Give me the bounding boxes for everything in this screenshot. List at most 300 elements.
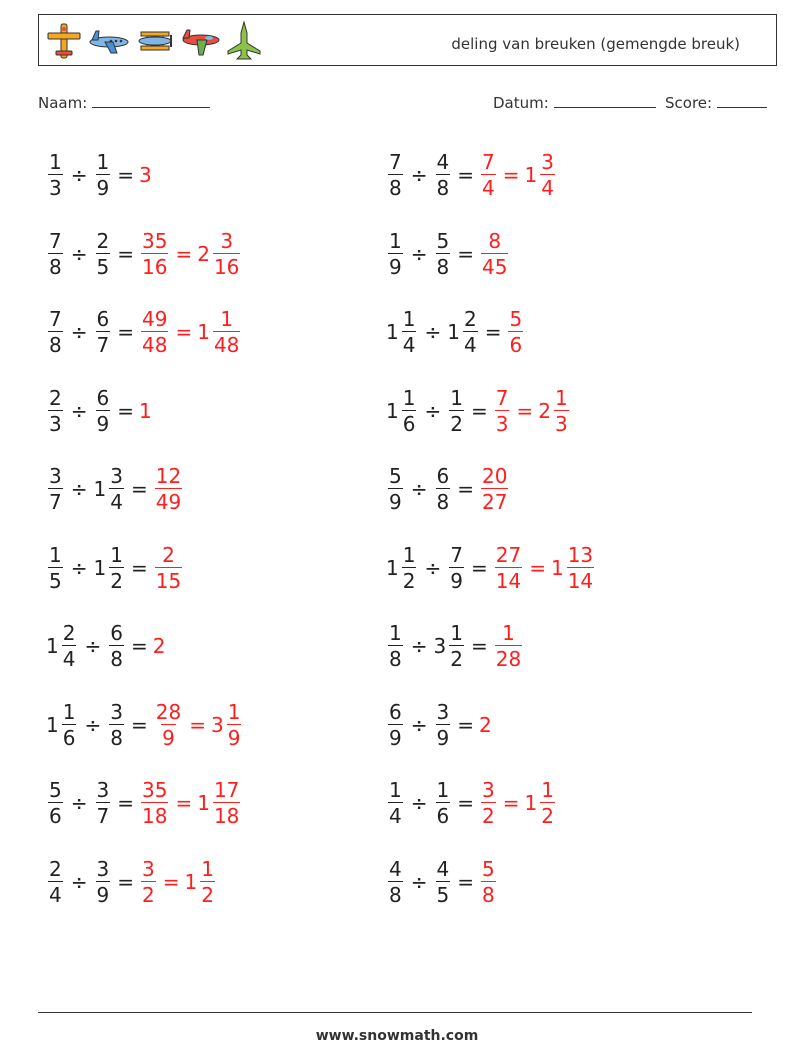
header-box bbox=[38, 14, 777, 66]
answer-term bbox=[493, 385, 512, 436]
divisor bbox=[94, 856, 113, 907]
answer-term-numerator: 1 bbox=[201, 856, 214, 881]
answer-term-whole: 1 bbox=[184, 869, 198, 894]
answer-term-numerator: 3 bbox=[482, 778, 495, 802]
dividend bbox=[46, 466, 65, 512]
answer-term bbox=[538, 385, 570, 436]
answer-term-denominator: 15 bbox=[155, 568, 182, 593]
answer bbox=[153, 699, 244, 750]
answer-term-denominator: 14 bbox=[495, 568, 522, 593]
dividend-denominator: 8 bbox=[389, 176, 402, 200]
divisor-fraction bbox=[96, 780, 111, 826]
answer bbox=[139, 399, 153, 423]
dividend-numerator: 2 bbox=[49, 856, 62, 881]
answer-term-numerator: 7 bbox=[495, 385, 509, 410]
answer-term-denominator: 16 bbox=[142, 254, 168, 279]
dividend-numerator: 2 bbox=[49, 385, 62, 410]
answer-equals-sign: = bbox=[162, 869, 180, 894]
answer bbox=[479, 152, 557, 198]
answer-equals-sign: = bbox=[175, 320, 193, 344]
answer-term-numerator: 28 bbox=[155, 699, 182, 724]
answer-term bbox=[550, 542, 596, 593]
problem-item bbox=[386, 381, 571, 441]
answer-equals-sign: = bbox=[175, 241, 193, 266]
divisor bbox=[94, 385, 113, 436]
answer-term-numerator: 3 bbox=[220, 228, 234, 253]
header-icons bbox=[45, 21, 261, 61]
divisor-denominator: 9 bbox=[96, 882, 110, 907]
answer-term-numerator: 35 bbox=[142, 778, 168, 802]
problem-item bbox=[46, 773, 242, 833]
dividend-fraction bbox=[62, 699, 77, 750]
answer-term bbox=[139, 309, 170, 355]
divisor-denominator: 7 bbox=[96, 333, 110, 357]
dividend-numerator: 2 bbox=[62, 621, 76, 645]
divisor-fraction bbox=[436, 466, 451, 512]
divisor-fraction bbox=[449, 385, 464, 436]
answer-term-fraction bbox=[213, 228, 240, 279]
answer-term bbox=[493, 623, 524, 669]
divisor-fraction bbox=[436, 856, 451, 907]
answer-term-denominator: 49 bbox=[155, 490, 182, 514]
dividend-numerator: 7 bbox=[49, 228, 62, 253]
answer-term bbox=[479, 152, 498, 198]
answer-term-fraction bbox=[141, 228, 168, 279]
answer-term bbox=[479, 856, 498, 907]
answer bbox=[479, 780, 557, 826]
dividend-numerator: 3 bbox=[49, 464, 62, 488]
answer-term bbox=[479, 228, 510, 279]
dividend-numerator: 1 bbox=[49, 542, 62, 567]
dividend-fraction bbox=[48, 466, 63, 512]
answer-term-denominator: 2 bbox=[201, 882, 214, 907]
dividend-fraction bbox=[402, 542, 417, 593]
divisor-numerator: 3 bbox=[96, 856, 110, 881]
divisor bbox=[94, 780, 113, 826]
problem-item bbox=[386, 773, 557, 833]
divide-sign: ÷ bbox=[424, 555, 442, 580]
answer-term-denominator: 27 bbox=[482, 490, 508, 514]
divisor bbox=[94, 228, 113, 279]
divisor-numerator: 6 bbox=[96, 307, 110, 331]
equals-sign: = bbox=[117, 398, 134, 423]
red-plane-icon bbox=[179, 22, 223, 60]
orange-plane-icon bbox=[45, 22, 83, 60]
answer bbox=[153, 466, 184, 512]
dividend-fraction bbox=[402, 309, 417, 355]
divide-sign: ÷ bbox=[410, 163, 428, 187]
answer-equals-sign: = bbox=[189, 712, 206, 737]
dividend-fraction bbox=[388, 780, 403, 826]
dividend bbox=[386, 780, 405, 826]
answer-term-numerator: 1 bbox=[554, 385, 568, 410]
equals-sign: = bbox=[457, 791, 474, 815]
answer-term-whole: 1 bbox=[139, 398, 152, 423]
divide-sign: ÷ bbox=[410, 477, 428, 501]
answer-term-numerator: 27 bbox=[495, 542, 522, 567]
answer-term bbox=[493, 542, 524, 593]
answer-term-fraction bbox=[200, 856, 215, 907]
dividend-denominator: 3 bbox=[49, 411, 62, 436]
divisor-fraction bbox=[96, 856, 111, 907]
equals-sign: = bbox=[117, 791, 134, 815]
divide-sign: ÷ bbox=[84, 634, 102, 658]
divisor-numerator: 3 bbox=[110, 464, 123, 488]
footer-url: www.snowmath.com bbox=[315, 1028, 479, 1044]
divisor-denominator: 4 bbox=[463, 333, 477, 357]
answer bbox=[479, 856, 498, 907]
divisor-whole: 3 bbox=[433, 634, 447, 658]
score-label: Score: bbox=[665, 94, 713, 112]
equals-sign: = bbox=[117, 320, 134, 344]
dividend-fraction bbox=[402, 385, 417, 436]
answer-term-denominator: 2 bbox=[541, 804, 554, 828]
answer-term-fraction bbox=[495, 385, 510, 436]
answer-term bbox=[139, 163, 153, 187]
divisor-numerator: 3 bbox=[436, 699, 450, 724]
answer-equals-sign: = bbox=[529, 555, 546, 580]
divisor-fraction bbox=[436, 780, 451, 826]
answer-term-denominator: 28 bbox=[495, 647, 522, 671]
divisor bbox=[434, 623, 466, 669]
divide-sign: ÷ bbox=[70, 320, 88, 344]
answer-term bbox=[197, 780, 242, 826]
answer-term-fraction bbox=[155, 699, 182, 750]
answer-term-fraction bbox=[567, 542, 594, 593]
answer-term-whole: 1 bbox=[197, 791, 210, 815]
divide-sign: ÷ bbox=[410, 791, 428, 815]
problem-item bbox=[386, 852, 498, 912]
dividend-fraction bbox=[388, 856, 403, 907]
problem-item bbox=[46, 852, 217, 912]
dividend bbox=[386, 623, 405, 669]
dividend bbox=[46, 856, 65, 907]
divisor-numerator: 2 bbox=[463, 307, 477, 331]
dividend-fraction bbox=[388, 623, 403, 669]
divisor-denominator: 2 bbox=[110, 568, 123, 593]
answer-term bbox=[139, 228, 170, 279]
answer-term-whole: 1 bbox=[197, 320, 210, 344]
dividend-denominator: 4 bbox=[62, 647, 76, 671]
divide-sign: ÷ bbox=[410, 634, 428, 658]
footer-divider bbox=[38, 1012, 752, 1013]
dividend-numerator: 1 bbox=[402, 385, 416, 410]
problem-item bbox=[386, 302, 525, 362]
answer-term-numerator: 5 bbox=[482, 856, 495, 881]
date-label: Datum: bbox=[493, 94, 549, 112]
dividend bbox=[386, 309, 418, 355]
problem-item bbox=[46, 145, 153, 205]
dividend-fraction bbox=[48, 228, 63, 279]
divisor-fraction bbox=[109, 623, 124, 669]
answer-term bbox=[525, 780, 557, 826]
green-jet-icon bbox=[227, 21, 261, 61]
divisor bbox=[94, 152, 113, 198]
answer-term-denominator: 6 bbox=[509, 333, 523, 357]
name-field bbox=[38, 93, 210, 112]
answer-term-numerator: 49 bbox=[142, 307, 168, 331]
divisor-fraction bbox=[436, 152, 451, 198]
answer-term-whole: 2 bbox=[152, 634, 166, 658]
answer-term-fraction bbox=[508, 309, 523, 355]
dividend bbox=[46, 152, 65, 198]
divisor-fraction bbox=[96, 152, 111, 198]
answer-term-whole: 1 bbox=[524, 791, 538, 815]
divisor-numerator: 7 bbox=[450, 542, 463, 567]
answer-term bbox=[479, 466, 510, 512]
problem-item bbox=[46, 695, 243, 755]
divisor-numerator: 2 bbox=[96, 228, 110, 253]
dividend bbox=[46, 780, 65, 826]
divisor-numerator: 6 bbox=[110, 621, 123, 645]
answer-term-whole: 1 bbox=[524, 163, 538, 187]
answer bbox=[506, 309, 525, 355]
equals-sign: = bbox=[457, 477, 474, 501]
dividend-whole: 1 bbox=[386, 320, 399, 344]
problem-item bbox=[386, 695, 493, 755]
divisor bbox=[94, 466, 126, 512]
divide-sign: ÷ bbox=[70, 555, 88, 580]
answer-term-whole: 2 bbox=[197, 241, 210, 266]
divisor-fraction bbox=[96, 385, 111, 436]
dividend-whole: 1 bbox=[386, 398, 399, 423]
dividend-denominator: 5 bbox=[49, 568, 62, 593]
dividend-denominator: 4 bbox=[402, 333, 416, 357]
divisor bbox=[434, 856, 453, 907]
answer-term-numerator: 13 bbox=[567, 542, 594, 567]
dividend-whole: 1 bbox=[46, 634, 59, 658]
answer bbox=[153, 542, 184, 593]
problem-item bbox=[386, 538, 596, 598]
divisor-fraction bbox=[96, 228, 111, 279]
answer-term-numerator: 7 bbox=[482, 150, 495, 174]
divisor-denominator: 7 bbox=[96, 804, 110, 828]
dividend-denominator: 6 bbox=[62, 725, 76, 750]
equals-sign: = bbox=[457, 241, 474, 266]
date-field bbox=[493, 93, 656, 112]
dividend bbox=[46, 542, 65, 593]
dividend-denominator: 9 bbox=[389, 254, 402, 279]
dividend bbox=[46, 228, 65, 279]
answer-term-fraction bbox=[227, 699, 242, 750]
answer-term-denominator: 14 bbox=[567, 568, 594, 593]
dividend-denominator: 8 bbox=[389, 882, 402, 907]
divisor bbox=[107, 623, 126, 669]
answer bbox=[139, 309, 242, 355]
dividend-fraction bbox=[48, 152, 63, 198]
divisor-fraction bbox=[463, 309, 478, 355]
answer-term-fraction bbox=[540, 152, 555, 198]
answer-term-denominator: 45 bbox=[482, 254, 508, 279]
answer-term-denominator: 8 bbox=[482, 882, 495, 907]
answer-term bbox=[197, 228, 242, 279]
dividend-fraction bbox=[388, 152, 403, 198]
dividend-numerator: 1 bbox=[62, 699, 76, 724]
answer-term-fraction bbox=[141, 309, 168, 355]
answer-term-numerator: 35 bbox=[142, 228, 168, 253]
answer-term bbox=[153, 699, 184, 750]
divisor-denominator: 5 bbox=[436, 882, 450, 907]
dividend-numerator: 1 bbox=[389, 778, 402, 802]
answer-term bbox=[153, 634, 167, 658]
dividend-denominator: 8 bbox=[49, 333, 62, 357]
equals-sign: = bbox=[470, 634, 488, 658]
divisor-denominator: 9 bbox=[96, 411, 110, 436]
divisor-whole: 1 bbox=[93, 555, 107, 580]
answer bbox=[139, 163, 153, 187]
answer-term-fraction bbox=[481, 152, 496, 198]
answer-term-whole: 3 bbox=[139, 163, 152, 187]
divisor-denominator: 8 bbox=[436, 490, 450, 514]
divisor-fraction bbox=[449, 542, 464, 593]
dividend-fraction bbox=[48, 856, 63, 907]
answer-term-numerator: 8 bbox=[488, 228, 502, 253]
answer-term bbox=[139, 399, 153, 423]
answer bbox=[493, 623, 524, 669]
dividend bbox=[386, 466, 405, 512]
problem-item bbox=[46, 224, 242, 284]
equals-sign: = bbox=[130, 712, 148, 737]
answer-term-numerator: 1 bbox=[502, 621, 515, 645]
answer-term-fraction bbox=[495, 542, 522, 593]
answer-term-fraction bbox=[481, 466, 508, 512]
dividend-denominator: 2 bbox=[402, 568, 416, 593]
dividend-denominator: 8 bbox=[389, 647, 402, 671]
divisor-numerator: 3 bbox=[96, 778, 110, 802]
dividend bbox=[46, 385, 65, 436]
answer-term-fraction bbox=[495, 623, 522, 669]
problem-item bbox=[46, 459, 184, 519]
answer-term-numerator: 2 bbox=[162, 542, 175, 567]
answer-term-denominator: 9 bbox=[162, 725, 175, 750]
answer-term-numerator: 12 bbox=[155, 464, 182, 488]
dividend bbox=[386, 228, 405, 279]
biplane-icon bbox=[135, 22, 175, 60]
answer-term-denominator: 3 bbox=[554, 411, 568, 436]
divisor-fraction bbox=[436, 228, 451, 279]
divisor-denominator: 8 bbox=[436, 254, 450, 279]
divisor-numerator: 1 bbox=[110, 542, 123, 567]
answer-term bbox=[139, 780, 170, 826]
answer bbox=[493, 385, 571, 436]
equals-sign: = bbox=[117, 163, 134, 187]
divisor-denominator: 2 bbox=[450, 647, 463, 671]
equals-sign: = bbox=[457, 163, 474, 187]
answer-term-fraction bbox=[213, 780, 240, 826]
dividend bbox=[46, 309, 65, 355]
answer-term-denominator: 48 bbox=[142, 333, 168, 357]
dividend-numerator: 4 bbox=[389, 856, 402, 881]
dividend-numerator: 5 bbox=[49, 778, 62, 802]
divisor-denominator: 9 bbox=[436, 725, 450, 750]
dividend-fraction bbox=[48, 780, 63, 826]
name-blank bbox=[92, 93, 210, 108]
answer-term-fraction bbox=[155, 466, 182, 512]
equals-sign: = bbox=[457, 712, 474, 737]
dividend bbox=[386, 856, 405, 907]
dividend bbox=[386, 152, 405, 198]
answer-term-numerator: 1 bbox=[227, 699, 241, 724]
dividend bbox=[386, 385, 418, 436]
dividend-denominator: 3 bbox=[49, 176, 62, 200]
answer-term-fraction bbox=[213, 309, 240, 355]
divide-sign: ÷ bbox=[70, 398, 88, 423]
date-blank bbox=[554, 93, 656, 108]
answer-term-numerator: 17 bbox=[213, 778, 240, 802]
answer-term-denominator: 18 bbox=[213, 804, 240, 828]
answer-term-whole: 1 bbox=[550, 555, 564, 580]
divisor-denominator: 8 bbox=[110, 647, 123, 671]
dividend-denominator: 9 bbox=[389, 490, 402, 514]
dividend-numerator: 6 bbox=[389, 699, 402, 724]
divisor-denominator: 5 bbox=[96, 254, 110, 279]
answer bbox=[479, 466, 510, 512]
answer-term bbox=[153, 542, 184, 593]
answer-term-fraction bbox=[554, 385, 569, 436]
dividend-numerator: 5 bbox=[389, 464, 402, 488]
problem-item bbox=[386, 224, 510, 284]
divisor-numerator: 6 bbox=[96, 385, 110, 410]
answer-term-fraction bbox=[481, 228, 508, 279]
dividend-fraction bbox=[388, 228, 403, 279]
answer-term-numerator: 5 bbox=[509, 307, 523, 331]
divide-sign: ÷ bbox=[424, 320, 442, 344]
divisor bbox=[434, 228, 453, 279]
divisor bbox=[447, 385, 466, 436]
dividend-denominator: 7 bbox=[49, 490, 62, 514]
problem-item bbox=[46, 616, 166, 676]
answer-term-fraction bbox=[481, 856, 496, 907]
divisor-numerator: 4 bbox=[436, 150, 450, 174]
dividend-fraction bbox=[62, 623, 77, 669]
equals-sign: = bbox=[117, 241, 134, 266]
answer-term-denominator: 18 bbox=[142, 804, 168, 828]
dividend-denominator: 6 bbox=[402, 411, 416, 436]
score-blank bbox=[717, 93, 767, 108]
divide-sign: ÷ bbox=[84, 712, 102, 737]
problem-item bbox=[386, 459, 510, 519]
dividend-fraction bbox=[48, 385, 63, 436]
answer-term-fraction bbox=[481, 780, 496, 826]
dividend-fraction bbox=[388, 699, 403, 750]
answer-term bbox=[139, 856, 158, 907]
answer bbox=[479, 228, 510, 279]
divisor bbox=[434, 466, 453, 512]
dividend-denominator: 4 bbox=[49, 882, 62, 907]
dividend-numerator: 1 bbox=[49, 150, 62, 174]
equals-sign: = bbox=[117, 869, 134, 894]
answer-term-whole: 2 bbox=[538, 398, 551, 423]
divide-sign: ÷ bbox=[70, 869, 88, 894]
worksheet-title: deling van breuken (gemengde breuk) bbox=[451, 35, 740, 53]
dividend-fraction bbox=[388, 466, 403, 512]
divide-sign: ÷ bbox=[70, 163, 88, 187]
score-field bbox=[665, 93, 767, 112]
dividend-denominator: 8 bbox=[49, 254, 62, 279]
dividend-numerator: 1 bbox=[402, 542, 416, 567]
divisor bbox=[447, 309, 479, 355]
equals-sign: = bbox=[470, 555, 488, 580]
divisor-fraction bbox=[96, 309, 111, 355]
answer-term bbox=[525, 152, 557, 198]
answer bbox=[153, 634, 167, 658]
equals-sign: = bbox=[470, 398, 488, 423]
divisor-denominator: 8 bbox=[436, 176, 450, 200]
answer-term-whole: 2 bbox=[479, 712, 492, 737]
divisor-numerator: 4 bbox=[436, 856, 450, 881]
dividend bbox=[386, 542, 418, 593]
problem-item bbox=[46, 538, 184, 598]
